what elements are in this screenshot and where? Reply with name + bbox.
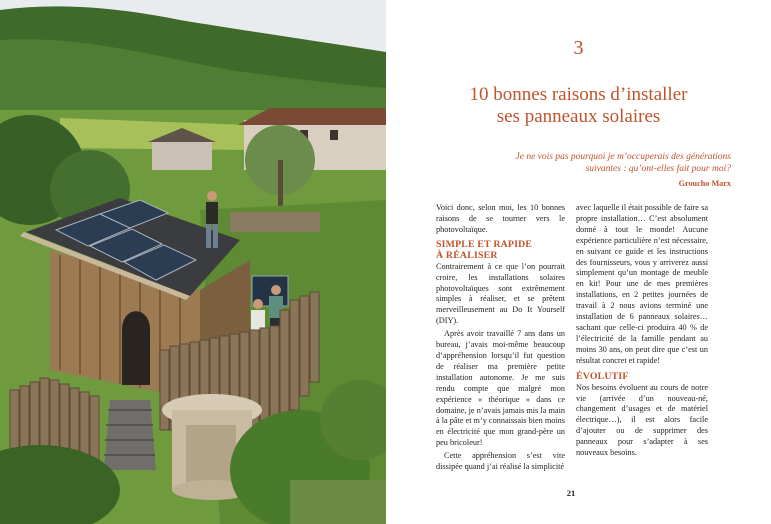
section-heading-simple-line1: SIMPLE ET RAPIDE: [436, 238, 533, 250]
section-heading-simple: [436, 239, 565, 261]
page-number: 21: [566, 488, 576, 498]
intro-paragraph: Voici donc, selon moi, les 10 bonnes raisons de se tourner vers le photovoltaïque.: [436, 203, 565, 234]
text-column-left: [436, 203, 565, 473]
body-paragraph: avec laquelle il était possible de faire sa propre installation… C’est absolument donné à tout le monde! Aucune expérience particulière n’est nécessaire, en suivant ce guide et les instructions des fournisseurs, vous y arriverez aussi simplement qu’un montage de meuble en kit! Pour une de mes premières installations, en 2 petites journées de travail à 2 nous avions terminé une installation de 6 panneaux solaires… sachant que celle-ci produira 40 % de l’électricité de la famille pendant au moins 30 ans, on peut dire que c’est un résultat concret et rapide!: [576, 203, 708, 365]
chapter-number: 3: [573, 37, 584, 59]
chapter-title-line1: 10 bonnes raisons d’installer: [469, 84, 688, 105]
body-paragraph: Nos besoins évoluent au cours de notre vie (arrivée d’un nouveau-né, changement d’usages et de matériel électrique…), il est alors facile d’ajouter ou de supprimer des panneaux pour s’adapter à ses nouveaux besoins.: [576, 382, 708, 458]
text-column-right: [576, 203, 708, 459]
chapter-title-line2: ses panneaux solaires: [496, 106, 661, 127]
body-paragraph: Après avoir travaillé 7 ans dans un bureau, j’avais moi-même beaucoup d’appréhension lorsqu’il fut question de réaliser ma première petite installation autonome. Je me suis rendu compte que malgré mon expérience « théorique » dans ce domaine, je n’avais jamais mis la main à la pâte et m’y connaissais bien moins en électricité que mon grand-père un peu bricoleur!: [436, 329, 565, 448]
epigraph-line2: suivantes : qu’ont-elles fait pour moi?: [585, 164, 731, 174]
body-paragraph: Contrairement à ce que l’on pourrait croire, les installations solaires photovoltaïques sont extrêmement simples à réaliser, et se prêtent merveilleusement au Do It Yourself (DIY).: [436, 261, 565, 326]
chapter-title: [426, 84, 731, 128]
epigraph: [426, 151, 731, 175]
body-paragraph: Cette appréhension s’est vite dissipée quand j’ai réalisé la simplicité: [436, 451, 565, 472]
section-heading-evolutif: ÉVOLUTIF: [576, 370, 629, 382]
book-page: [386, 0, 771, 524]
epigraph-line1: Je ne vois pas pourquoi je m’occuperais des générations: [515, 152, 731, 162]
epigraph-author: Groucho Marx: [678, 179, 731, 188]
section-heading-simple-line2: À RÉALISER: [436, 249, 498, 261]
